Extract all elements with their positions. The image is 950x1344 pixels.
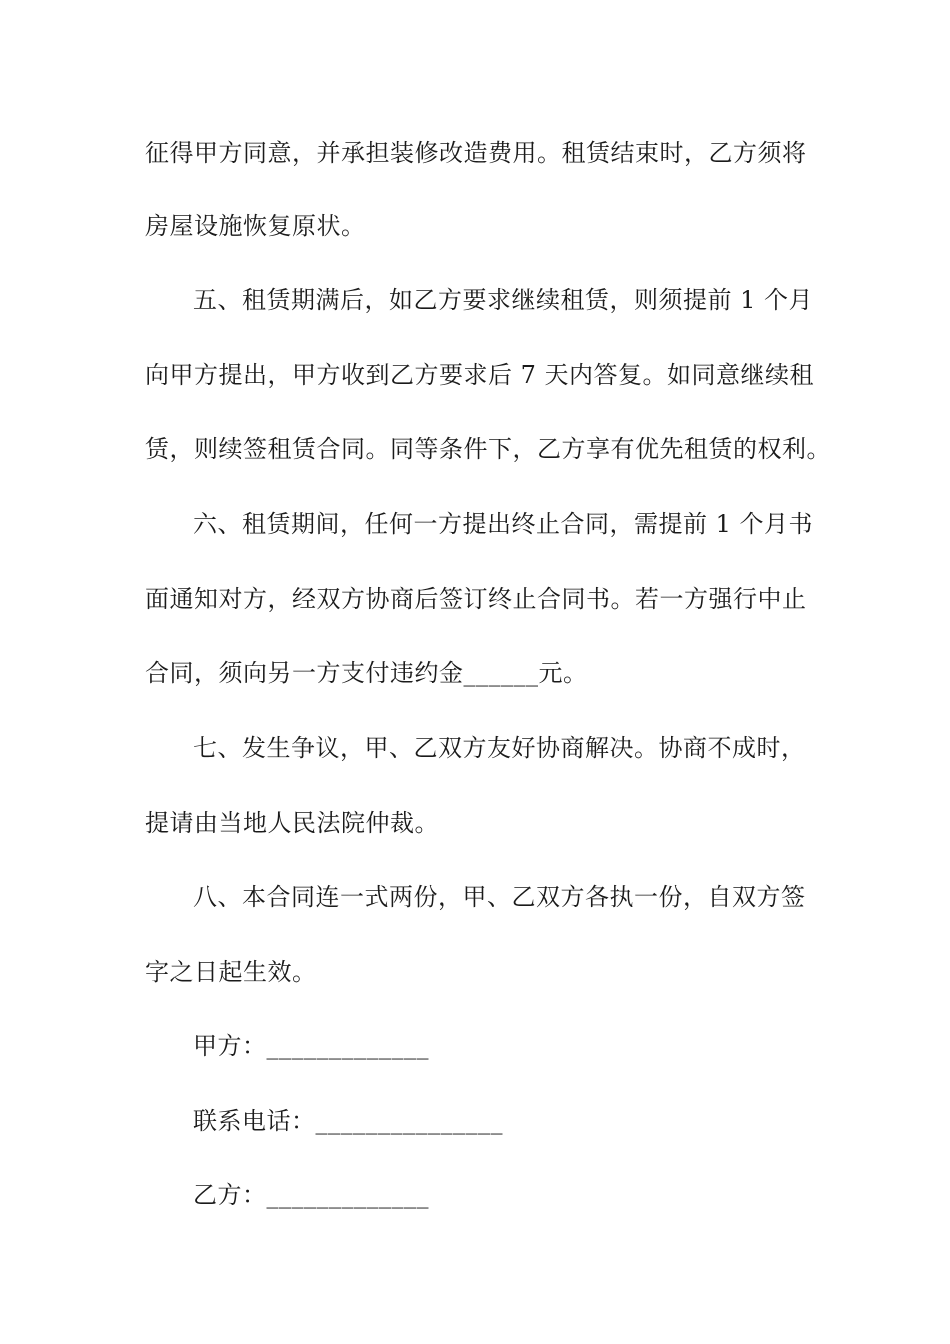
clause-4-line-4: 房屋设施恢复原状。 bbox=[145, 212, 366, 240]
clause-5-line-1: 五、租赁期满后，如乙方要求继续租赁，则须提前 1 个月 bbox=[193, 286, 814, 314]
clause-8-line-2: 字之日起生效。 bbox=[145, 958, 317, 986]
clause-7-line-1: 七、发生争议，甲、乙双方友好协商解决。协商不成时， bbox=[193, 734, 806, 762]
party-b-signature-line: 乙方：_____________ bbox=[193, 1181, 429, 1209]
clause-5-line-3: 赁，则续签租赁合同。同等条件下，乙方享有优先租赁的权利。 bbox=[145, 435, 831, 463]
contact-phone-line: 联系电话：_______________ bbox=[193, 1107, 503, 1135]
clause-6-line-1: 六、租赁期间，任何一方提出终止合同，需提前 1 个月书 bbox=[193, 510, 814, 538]
clause-6-line-2: 面通知对方，经双方协商后签订终止合同书。若一方强行中止 bbox=[145, 585, 807, 613]
clause-6-line-3: 合同，须向另一方支付违约金______元。 bbox=[145, 659, 588, 687]
clause-8-line-1: 八、本合同连一式两份，甲、乙双方各执一份，自双方签 bbox=[193, 883, 806, 911]
party-a-signature-line: 甲方：_____________ bbox=[193, 1032, 429, 1060]
clause-5-line-2: 向甲方提出，甲方收到乙方要求后 7 天内答复。如同意继续租 bbox=[145, 361, 815, 389]
clause-4-line-3: 征得甲方同意，并承担装修改造费用。租赁结束时，乙方须将 bbox=[145, 139, 807, 167]
clause-7-line-2: 提请由当地人民法院仲裁。 bbox=[145, 809, 439, 837]
